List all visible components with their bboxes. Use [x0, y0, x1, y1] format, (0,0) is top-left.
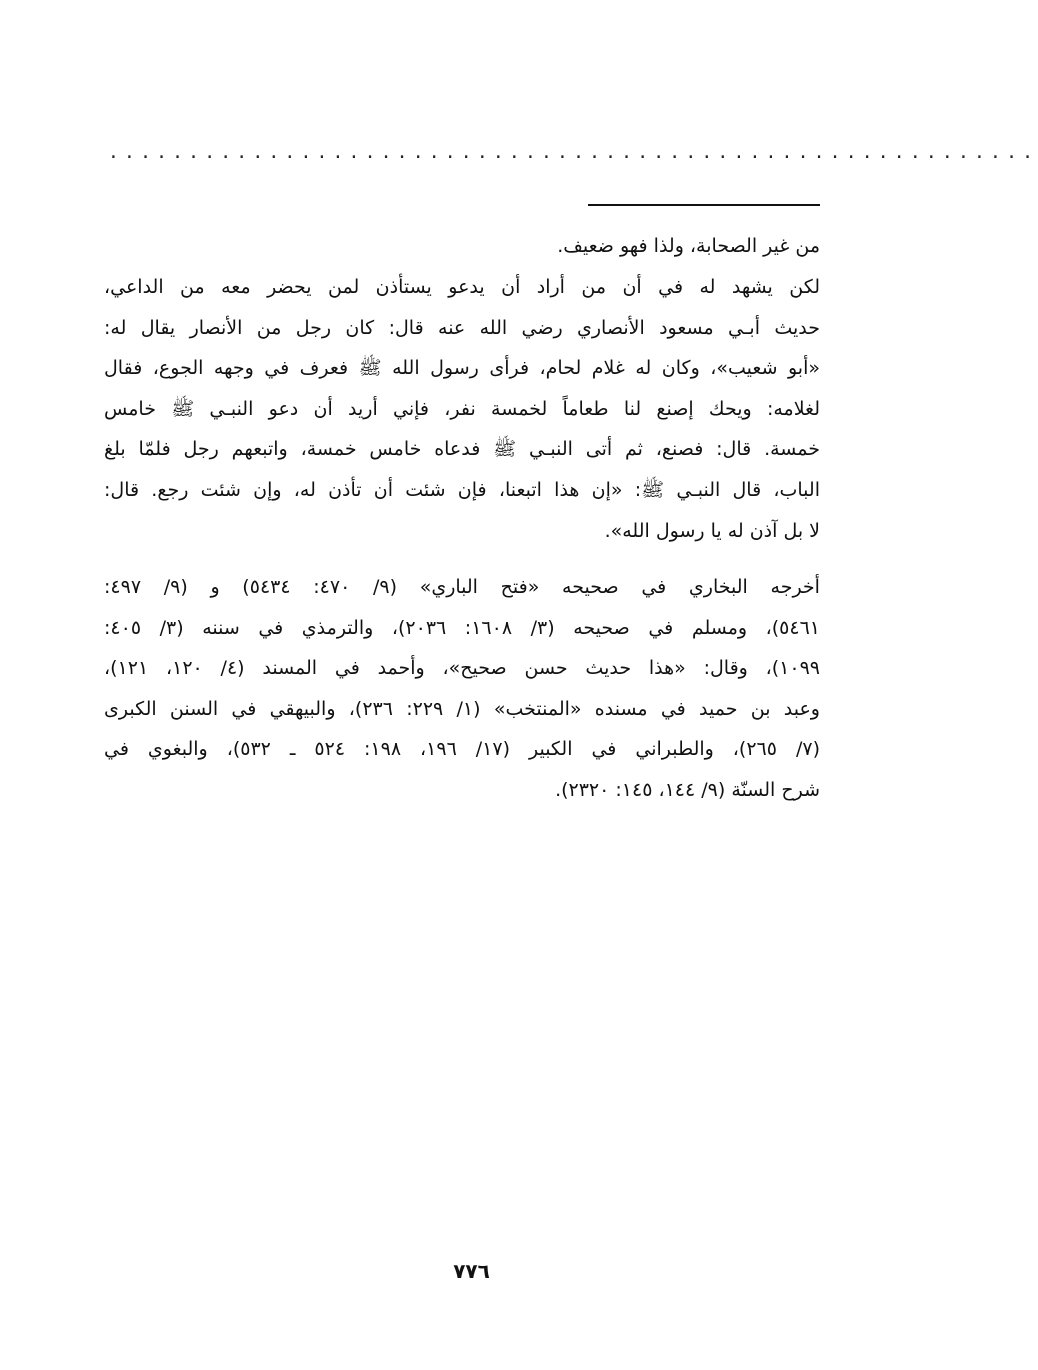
text-line: الباب، قال النبـي ﷺ: «إن هذا اتبعنا، فإن شئت أن تأذن له، وإن شئت رجع. قال:	[104, 478, 820, 501]
page-number: ٧٧٦	[453, 1259, 490, 1283]
text-line: ٥٤٦١)، ومسلم في صحيحه (٣/ ١٦٠٨: ٢٠٣٦)، والترمذي في سننه (٣/ ٤٠٥:	[104, 616, 820, 639]
text-line: (٧/ ٢٦٥)، والطبراني في الكبير (١٧/ ١٩٦، ١٩٨: ٥٢٤ ـ ٥٣٢)، والبغوي في	[104, 738, 820, 761]
text-line: وعبد بن حميد في مسنده «المنتخب» (١/ ٢٢٩: ٢٣٦)، والبيهقي في السنن الكبرى	[104, 697, 820, 720]
text-line: ١٠٩٩)، وقال: «هذا حديث حسن صحيح»، وأحمد في المسند (٤/ ١٢٠، ١٢١)،	[104, 657, 820, 680]
text-line: لغلامه: ويحك إصنع لنا طعاماً لخمسة نفر، فإني أريد أن دعو النبـي ﷺ خامس	[104, 397, 820, 420]
dotted-line: ..........................................................	[108, 142, 1038, 163]
text-line: لكن يشهد له في أن من أراد أن يدعو يستأذن لمن يحضر معه من الداعي،	[104, 276, 820, 298]
paragraph-2	[104, 267, 820, 551]
text-line: خمسة. قال: فصنع، ثم أتى النبـي ﷺ فدعاه خامس خمسة، واتبعهم رجل فلمّا بلغ	[104, 438, 820, 461]
paragraph-3	[104, 567, 820, 811]
text-line: من غير الصحابة، ولذا فهو ضعيف.	[557, 235, 820, 257]
text-line: شرح السنّة (٩/ ١٤٤، ١٤٥: ٢٣٢٠).	[555, 778, 820, 801]
text-line: حديث أبـي مسعود الأنصاري رضي الله عنه قال: كان رجل من الأنصار يقال له:	[104, 316, 820, 339]
paragraph-1	[104, 226, 820, 267]
text-line: «أبو شعيب»، وكان له غلام لحام، فرأى رسول الله ﷺ فعرف في وجهه الجوع، فقال	[104, 357, 820, 380]
text-line: لا بل آذن له يا رسول الله».	[604, 519, 820, 542]
footnote-separator	[588, 204, 820, 206]
text-line: أخرجه البخاري في صحيحه «فتح الباري» (٩/ ٤٧٠: ٥٤٣٤) و (٩/ ٤٩٧:	[104, 576, 820, 598]
